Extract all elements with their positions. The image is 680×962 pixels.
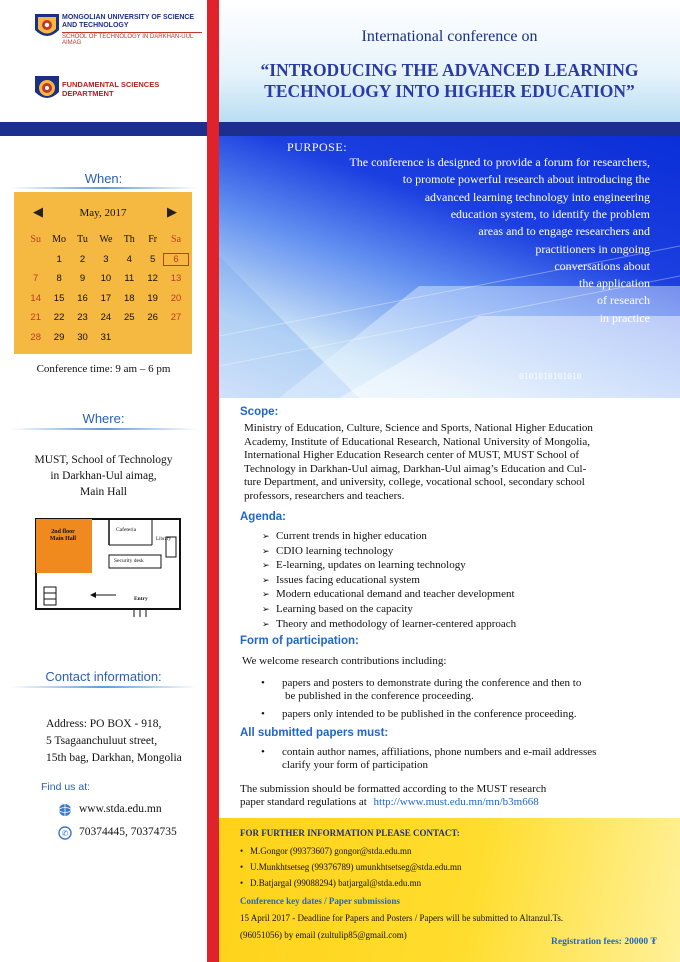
arrow-bullet-icon: ➢ (262, 618, 270, 629)
submitted-line-1: contain author names, affiliations, phone numbers and e-mail addresses (282, 746, 597, 758)
venue-line-3: Main Hall (80, 486, 127, 498)
calendar-day[interactable]: 29 (53, 331, 65, 343)
calendar-weekday: We (99, 234, 113, 246)
submitted-title: All submitted papers must: (240, 727, 389, 739)
participation-title: Form of participation: (240, 635, 359, 647)
key-dates-title: Conference key dates / Paper submissions (240, 896, 400, 906)
plan-library-label: Library (156, 537, 171, 542)
phone-numbers: 70374445, 70374735 (79, 826, 177, 838)
agenda-item-label: Issues facing educational system (276, 573, 420, 586)
calendar-day[interactable]: 25 (123, 312, 135, 324)
agenda-item (262, 618, 516, 631)
calendar-weekday: Su (30, 234, 41, 246)
globe-icon (58, 803, 72, 822)
calendar-day[interactable]: 14 (30, 292, 41, 304)
venue-line-1: MUST, School of Technology (34, 454, 173, 466)
calendar-day[interactable]: 11 (124, 273, 135, 285)
calendar-day[interactable]: 18 (123, 292, 135, 304)
purpose-line: of research (597, 293, 650, 308)
when-title: When: (84, 171, 123, 186)
agenda-item (262, 530, 427, 543)
calendar-day[interactable]: 16 (77, 292, 88, 304)
calendar-day[interactable]: 2 (79, 253, 86, 265)
format-line-1: The submission should be formatted according to the MUST research (240, 783, 547, 795)
calendar-day[interactable]: 15 (53, 292, 65, 304)
prev-month-icon[interactable]: ◀ (33, 204, 43, 219)
agenda-item-label: Learning based on the capacity (276, 603, 413, 615)
calendar-day[interactable]: 21 (30, 312, 41, 324)
calendar (14, 192, 192, 354)
participation-bullet-1: • (261, 677, 265, 689)
calendar-day[interactable]: 20 (170, 292, 182, 304)
svg-text:✆: ✆ (61, 829, 69, 838)
participation-bullet-2: • (261, 708, 265, 720)
red-divider-stripe (207, 0, 219, 962)
left-blue-bar (0, 122, 207, 136)
calendar-day[interactable]: 8 (56, 273, 62, 285)
address-line-3: 15th bag, Darkhan, Mongolia (46, 752, 182, 764)
registration-fee: Registration fees: 20000 ₮ (551, 937, 657, 947)
calendar-day[interactable]: 30 (77, 331, 88, 343)
purpose-title: PURPOSE: (287, 140, 348, 154)
calendar-day[interactable]: 12 (147, 273, 158, 285)
contact-divider (10, 686, 197, 688)
arrow-bullet-icon: ➢ (262, 574, 270, 585)
key-dates-line-2: (96051056) by email (zultulip85@gmail.com) (240, 930, 407, 940)
school-name: SCHOOL OF TECHNOLOGY IN DARKHAN-UUL AIMAG (62, 32, 202, 46)
scope-line: International Higher Education Research center of MUST, MUST School of (244, 449, 580, 462)
purpose-line: conversations about (554, 258, 650, 273)
conference-label: International conference on (361, 28, 538, 45)
calendar-day[interactable]: 1 (56, 253, 62, 265)
arrow-bullet-icon: ➢ (262, 545, 270, 556)
agenda-item (262, 559, 466, 572)
agenda-item-label: Current trends in higher education (276, 530, 427, 542)
floor-plan (34, 517, 182, 617)
calendar-week-row (24, 308, 188, 328)
website-link[interactable]: www.stda.edu.mn (79, 803, 162, 815)
calendar-day[interactable]: 26 (147, 312, 158, 324)
calendar-day[interactable]: 28 (30, 331, 41, 343)
purpose-line: practitioners in ongoing (535, 241, 650, 256)
further-info-title: FOR FURTHER INFORMATION PLEASE CONTACT: (240, 828, 460, 838)
purpose-line: areas and to engage researchers and (478, 224, 650, 239)
calendar-day[interactable]: 4 (126, 253, 132, 265)
contact-title: Contact information: (45, 669, 162, 684)
university-name: MONGOLIAN UNIVERSITY OF SCIENCE AND TECHNOLOGY (62, 14, 195, 29)
venue-line-2: in Darkhan-Uul aimag, (50, 470, 157, 482)
calendar-week-row (24, 289, 188, 309)
agenda-item (262, 588, 515, 601)
purpose-line: advanced learning technology into engineering (424, 189, 650, 204)
conference-time: Conference time: 9 am – 6 pm (36, 363, 171, 375)
participation-intro: We welcome research contributions including: (242, 655, 447, 667)
contact-bullet: • (240, 878, 244, 888)
calendar-week-row (24, 328, 188, 348)
submitted-line-2: clarify your form of participation (282, 759, 429, 771)
conference-title-line-1: “INTRODUCING THE ADVANCED LEARNING (260, 60, 639, 80)
scope-line: Academy, Institute of Educational Research, National University of Mongolia, (244, 435, 590, 448)
department-name: FUNDAMENTAL SCIENCES DEPARTMENT (62, 80, 160, 98)
agenda-item (262, 603, 413, 616)
find-us-label: Find us at: (41, 781, 91, 793)
scope-line: ture Department, and university, college, vocational school, secondary school (244, 476, 585, 489)
contact-person: D.Batjargal (99088294) batjargal@stda.edu.mn (250, 878, 422, 888)
arrow-bullet-icon: ➢ (262, 560, 270, 571)
plan-hall-label: 2nd floor Main Hall (49, 529, 77, 542)
calendar-day[interactable]: 22 (53, 312, 65, 324)
contact-person: U.Munkhtsetseg (99376789) umunkhtsetseg@stda.edu.mn (250, 862, 462, 872)
purpose-line: in practice (599, 310, 650, 325)
calendar-day[interactable]: 6 (164, 254, 187, 265)
where-title: Where: (82, 411, 125, 426)
calendar-day[interactable]: 27 (170, 312, 182, 324)
agenda-item-label: Modern educational demand and teacher development (276, 588, 515, 601)
calendar-day[interactable]: 17 (100, 292, 112, 304)
address-line-1: Address: PO BOX - 918, (46, 718, 162, 730)
plan-entry-label: Entry (134, 596, 148, 602)
calendar-day[interactable]: 24 (100, 312, 112, 324)
university-logo (34, 12, 60, 42)
contact-bullet: • (240, 846, 244, 856)
participation-item-2: papers only intended to be published in the conference proceeding. (282, 708, 577, 720)
participation-item-1-line-1: papers and posters to demonstrate during the conference and then to (282, 677, 582, 689)
calendar-day[interactable]: 5 (150, 253, 156, 265)
calendar-grid (24, 230, 188, 347)
arrow-bullet-icon: ➢ (262, 589, 270, 600)
agenda-item (262, 574, 420, 587)
where-divider (10, 428, 197, 430)
calendar-day[interactable]: 31 (100, 331, 112, 343)
calendar-weekday: Th (123, 234, 135, 246)
agenda-title: Agenda: (240, 511, 286, 523)
scope-line: professors, researchers and teachers. (244, 490, 405, 502)
address-line-2: 5 Tsagaanchuluut street, (46, 735, 158, 747)
plan-security-label: Security desk (114, 558, 144, 564)
purpose-line: The conference is designed to provide a forum for researchers, (349, 155, 650, 169)
format-link[interactable]: http://www.must.edu.mn/mn/b3m668 (373, 796, 539, 808)
phone-icon (58, 826, 72, 845)
agenda-item-label: Theory and methodology of learner-centered approach (276, 617, 517, 630)
calendar-day[interactable]: 13 (170, 273, 182, 285)
key-dates-line-1: 15 April 2017 - Deadline for Papers and Posters / Papers will be submitted to Altanzul.Ts. (240, 913, 564, 923)
purpose-text (219, 154, 680, 324)
agenda-item (262, 545, 393, 558)
purpose-line: education system, to identify the problem (450, 206, 650, 221)
department-logo (34, 74, 60, 104)
calendar-day[interactable]: 19 (147, 292, 158, 304)
calendar-day[interactable]: 7 (33, 273, 39, 285)
scope-title: Scope: (240, 406, 279, 418)
arrow-bullet-icon: ➢ (262, 531, 270, 541)
agenda-item-label: CDIO learning technology (276, 544, 394, 557)
calendar-weekday: Mo (52, 234, 67, 246)
format-line-2: paper standard regulations at http://www.must.edu.mn/mn/b3m668 (240, 796, 539, 808)
agenda-item-label: E-learning, updates on learning technology (276, 559, 466, 572)
calendar-day[interactable]: 3 (103, 253, 109, 265)
calendar-day[interactable]: 10 (100, 273, 112, 285)
when-divider (10, 187, 197, 189)
calendar-weekday: Sa (171, 234, 182, 246)
next-month-icon[interactable]: ▶ (167, 204, 177, 219)
calendar-week-row (24, 250, 188, 270)
conference-title-line-2: TECHNOLOGY INTO HIGHER EDUCATION” (264, 81, 635, 101)
calendar-weekday-row (24, 230, 188, 250)
svg-text:0101010101010: 0101010101010 (519, 372, 582, 381)
plan-cafeteria-label: Cafeteria (116, 527, 137, 533)
calendar-day[interactable]: 23 (77, 312, 88, 324)
calendar-weekday: Tu (77, 234, 88, 246)
arrow-bullet-icon: ➢ (262, 604, 270, 614)
header-blue-bar (219, 122, 680, 136)
purpose-line: to promote powerful research about introducing the (402, 172, 650, 187)
contact-bullet: • (240, 862, 244, 872)
scope-line: Ministry of Education, Culture, Science and Sports, National Higher Education (244, 422, 593, 434)
purpose-line: the application (579, 276, 650, 291)
scope-line: Technology in Darkhan-Uul aimag, Darkhan-Uul aimag’s Education and Cul- (244, 462, 587, 475)
contact-person: M.Gongor (99373607) gongor@stda.edu.mn (250, 846, 412, 856)
calendar-week-row (24, 269, 188, 289)
submitted-bullet: • (261, 746, 265, 758)
participation-item-1-line-2: be published in the conference proceeding. (285, 690, 474, 702)
conference-title (219, 60, 680, 102)
calendar-month: May, 2017 (79, 207, 127, 219)
calendar-weekday: Fr (148, 234, 158, 246)
calendar-day[interactable]: 9 (79, 273, 86, 285)
